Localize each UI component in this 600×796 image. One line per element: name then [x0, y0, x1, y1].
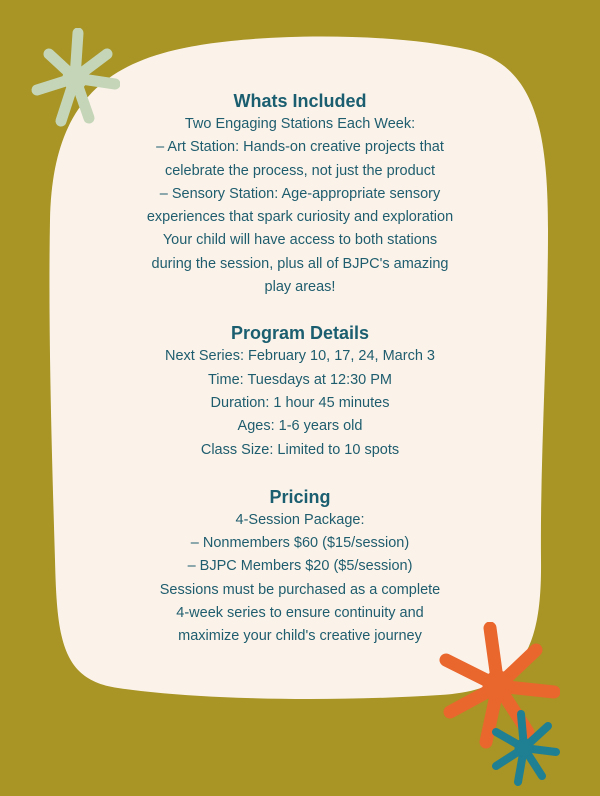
section-line: – Sensory Station: Age-appropriate sensory — [159, 185, 441, 202]
section-line: Sessions must be purchased as a complete — [159, 581, 441, 598]
section-line: Class Size: Limited to 10 spots — [200, 441, 400, 458]
section-line: Duration: 1 hour 45 minutes — [210, 394, 390, 411]
teal-sparkle-icon — [488, 708, 560, 788]
section-line: during the session, plus all of BJPC's amazing — [151, 255, 449, 272]
section-line: – Art Station: Hands-on creative projects that — [156, 139, 444, 156]
section-line: – BJPC Members $20 ($5/session) — [187, 558, 413, 575]
section-line: experiences that spark curiosity and exploration — [146, 209, 454, 226]
section-line: 4-week series to ensure continuity and — [176, 605, 424, 622]
section-line: Your child will have access to both stations — [162, 232, 438, 249]
section-line: celebrate the process, not just the product — [164, 162, 436, 179]
section-line: Two Engaging Stations Each Week: — [184, 116, 416, 132]
section-title: Program Details — [230, 323, 370, 344]
section-whats-included — [90, 89, 510, 299]
section-line: Time: Tuesdays at 12:30 PM — [207, 371, 393, 388]
section-title: Pricing — [269, 486, 331, 507]
flyer-content — [90, 89, 510, 649]
section-line: Next Series: February 10, 17, 24, March 3 — [165, 348, 435, 365]
section-line: maximize your child's creative journey — [178, 628, 422, 645]
section-pricing — [90, 485, 510, 649]
section-line: 4-Session Package: — [235, 511, 365, 528]
section-program-details — [90, 321, 510, 461]
section-title: Whats Included — [233, 91, 367, 111]
section-line: play areas! — [264, 279, 336, 296]
section-line: Ages: 1-6 years old — [237, 418, 363, 435]
section-line: – Nonmembers $60 ($15/session) — [190, 535, 410, 552]
